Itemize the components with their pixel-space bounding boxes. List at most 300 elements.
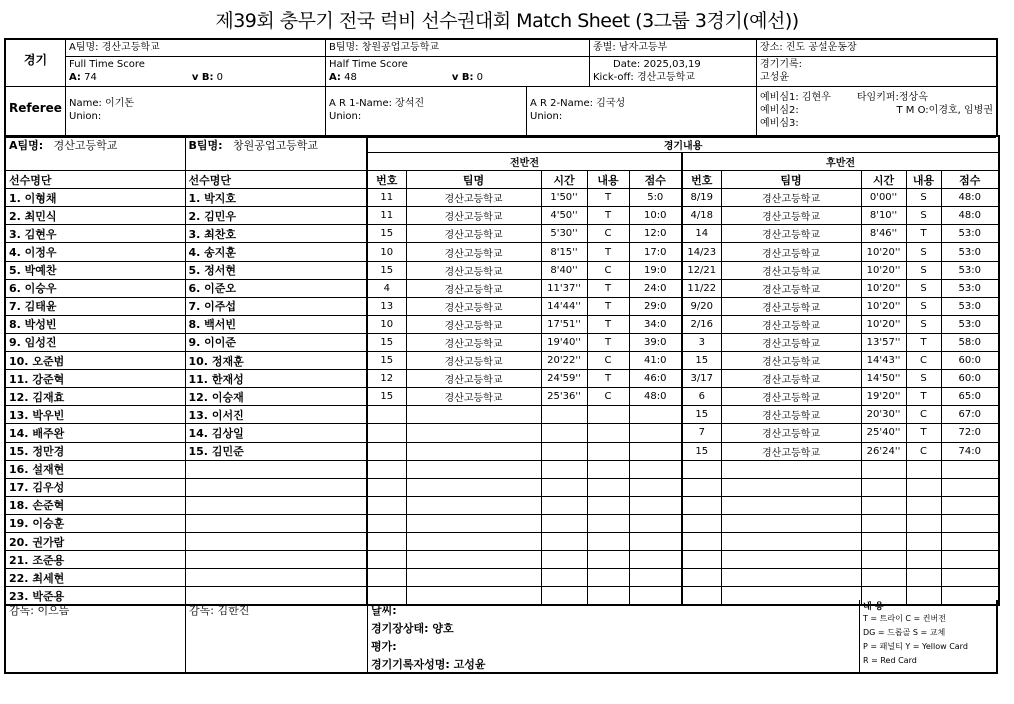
player-a: 12. 김재효 [5, 388, 185, 406]
event-time: 8'46'' [861, 225, 906, 243]
event-time [861, 478, 906, 496]
category: 종별: 남자고등부 [590, 40, 757, 57]
event-time [861, 569, 906, 587]
event-type: S [906, 370, 941, 388]
event-time: 25'40'' [861, 424, 906, 442]
event-team: 경산고등학교 [721, 279, 861, 297]
player-b: 11. 한재성 [185, 370, 367, 388]
timekeeper: 타임키퍼:정상옥 [856, 92, 928, 103]
event-time: 26'24'' [861, 442, 906, 460]
event-type: S [906, 261, 941, 279]
event-type: S [906, 243, 941, 261]
event-time [861, 514, 906, 532]
ar1-name: A R 1-Name: 장석진 [329, 98, 425, 109]
event-number [367, 551, 406, 569]
full-time-score [66, 57, 326, 87]
event-time: 19'20'' [861, 388, 906, 406]
player-a: 4. 이정우 [5, 243, 185, 261]
event-time: 14'43'' [861, 352, 906, 370]
player-b: 6. 이준오 [185, 279, 367, 297]
event-time: 10'20'' [861, 261, 906, 279]
table-row [5, 207, 999, 225]
player-b: 5. 정서현 [185, 261, 367, 279]
event-number: 12 [367, 370, 406, 388]
event-type [906, 569, 941, 587]
second-half-col-type: 내용 [906, 171, 941, 189]
player-a: 18. 손준혁 [5, 496, 185, 514]
event-type [587, 442, 629, 460]
first-half-col-team: 팀명 [406, 171, 541, 189]
event-number: 15 [682, 442, 721, 460]
event-number: 11 [367, 207, 406, 225]
event-type: C [587, 225, 629, 243]
event-number [367, 424, 406, 442]
event-team: 경산고등학교 [406, 388, 541, 406]
event-type: T [587, 279, 629, 297]
date-kickoff [590, 57, 757, 87]
event-time [541, 496, 587, 514]
event-score [629, 442, 682, 460]
event-team: 경산고등학교 [721, 388, 861, 406]
match-recorder [757, 57, 996, 87]
event-number: 12/21 [682, 261, 721, 279]
event-score [629, 424, 682, 442]
second-half-col-score: 점수 [941, 171, 999, 189]
event-team: 경산고등학교 [721, 297, 861, 315]
event-type: C [906, 442, 941, 460]
event-type: S [906, 297, 941, 315]
event-number: 15 [682, 406, 721, 424]
event-type [587, 514, 629, 532]
event-score: 58:0 [941, 333, 999, 351]
team-b-name: B팀명: 창원공업고등학교 [326, 40, 590, 57]
event-score: 53:0 [941, 315, 999, 333]
event-number: 3 [682, 333, 721, 351]
event-score: 48:0 [629, 388, 682, 406]
coach-b: 감독: 김한진 [186, 600, 368, 672]
table-row [5, 297, 999, 315]
first-half-col-time: 시간 [541, 171, 587, 189]
weather: 날씨: [371, 604, 397, 617]
team-b-label: B팀명: [188, 139, 223, 152]
event-time [541, 460, 587, 478]
event-team: 경산고등학교 [721, 352, 861, 370]
event-score [941, 496, 999, 514]
table-row [5, 514, 999, 532]
event-time: 11'37'' [541, 279, 587, 297]
event-number [682, 514, 721, 532]
event-type: C [587, 261, 629, 279]
full-time-label: Full Time Score [69, 59, 145, 70]
event-type: T [906, 388, 941, 406]
event-type: T [587, 243, 629, 261]
event-time: 0'00'' [861, 189, 906, 207]
team-a-title: 경산고등학교 [53, 139, 118, 152]
event-score: 53:0 [941, 261, 999, 279]
event-time: 14'50'' [861, 370, 906, 388]
event-team: 경산고등학교 [406, 297, 541, 315]
event-team [721, 478, 861, 496]
second-half-header: 후반전 [682, 153, 999, 171]
coach-a: 감독: 이으뜸 [6, 600, 186, 672]
event-score: 53:0 [941, 279, 999, 297]
event-score: 48:0 [941, 207, 999, 225]
reserve3: 예비심3: [760, 118, 799, 129]
table-row [5, 388, 999, 406]
recorder-name: 고성윤 [760, 72, 789, 83]
referee-name-text: Name: 이기돈 [69, 98, 135, 109]
event-type: T [906, 333, 941, 351]
event-score: 34:0 [629, 315, 682, 333]
event-team [721, 514, 861, 532]
player-b: 7. 이주섭 [185, 297, 367, 315]
player-a: 1. 이형채 [5, 189, 185, 207]
event-team: 경산고등학교 [721, 315, 861, 333]
event-time: 1'50'' [541, 189, 587, 207]
event-type: T [587, 370, 629, 388]
event-type [906, 532, 941, 550]
event-time [541, 532, 587, 550]
event-score: 60:0 [941, 370, 999, 388]
table-row [5, 225, 999, 243]
reserve2: 예비심2: [760, 105, 799, 116]
event-time [541, 551, 587, 569]
reserve-officials [757, 87, 996, 138]
player-b: 8. 백서빈 [185, 315, 367, 333]
ar1 [326, 87, 527, 138]
event-team: 경산고등학교 [406, 352, 541, 370]
event-number: 15 [367, 333, 406, 351]
event-team: 경산고등학교 [406, 333, 541, 351]
event-score [941, 478, 999, 496]
event-type [587, 478, 629, 496]
player-b: 3. 최찬호 [185, 225, 367, 243]
ft-a-label: A: [69, 72, 81, 83]
event-score [629, 551, 682, 569]
event-team: 경산고등학교 [406, 370, 541, 388]
table-row [5, 261, 999, 279]
event-number: 14/23 [682, 243, 721, 261]
event-number: 15 [367, 352, 406, 370]
match-date: Date: 2025,03,19 [613, 59, 701, 70]
reserve1: 예비심1: 김현우 [760, 92, 831, 103]
player-b: 15. 김민준 [185, 442, 367, 460]
first-half-col-score: 점수 [629, 171, 682, 189]
event-number [367, 406, 406, 424]
event-score [941, 551, 999, 569]
event-type: T [906, 424, 941, 442]
event-team: 경산고등학교 [406, 315, 541, 333]
event-team: 경산고등학교 [406, 189, 541, 207]
event-number: 11 [367, 189, 406, 207]
event-type [587, 460, 629, 478]
player-a: 14. 배주완 [5, 424, 185, 442]
ht-b-score: 0 [476, 72, 484, 83]
event-score [629, 478, 682, 496]
table-row [5, 370, 999, 388]
event-score: 53:0 [941, 297, 999, 315]
event-number: 14 [682, 225, 721, 243]
event-time: 10'20'' [861, 315, 906, 333]
event-number: 15 [367, 225, 406, 243]
event-number: 15 [367, 261, 406, 279]
table-row [5, 569, 999, 587]
table-row [5, 315, 999, 333]
event-type: S [906, 207, 941, 225]
event-time: 14'44'' [541, 297, 587, 315]
player-a: 6. 이승우 [5, 279, 185, 297]
event-score [629, 406, 682, 424]
ar2 [527, 87, 757, 138]
player-a: 15. 정만경 [5, 442, 185, 460]
event-type [587, 532, 629, 550]
event-time [861, 551, 906, 569]
event-team [406, 442, 541, 460]
player-b: 12. 이승재 [185, 388, 367, 406]
event-type: S [906, 189, 941, 207]
event-team [406, 496, 541, 514]
event-team: 경산고등학교 [721, 261, 861, 279]
event-score: 53:0 [941, 225, 999, 243]
table-row [5, 460, 999, 478]
legend-item: DG = 드롭골 S = 교체 [863, 628, 946, 637]
event-type: T [587, 207, 629, 225]
table-row [5, 551, 999, 569]
legend-item: P = 패널티 Y = Yellow Card [863, 642, 968, 651]
event-type [906, 551, 941, 569]
event-team [721, 569, 861, 587]
event-score [629, 532, 682, 550]
first-half-header: 전반전 [367, 153, 682, 171]
event-score: 53:0 [941, 243, 999, 261]
player-a: 7. 김태윤 [5, 297, 185, 315]
event-team: 경산고등학교 [721, 189, 861, 207]
player-b [185, 478, 367, 496]
ht-a-label: A: [329, 72, 341, 83]
event-team [406, 406, 541, 424]
event-time: 24'59'' [541, 370, 587, 388]
table-row [5, 333, 999, 351]
event-team: 경산고등학교 [721, 406, 861, 424]
event-number: 7 [682, 424, 721, 442]
event-type: C [906, 352, 941, 370]
event-score: 48:0 [941, 189, 999, 207]
table-row [5, 406, 999, 424]
event-number [367, 442, 406, 460]
player-b: 4. 송지훈 [185, 243, 367, 261]
event-score [941, 569, 999, 587]
legend-item: R = Red Card [863, 656, 917, 665]
player-a: 5. 박예찬 [5, 261, 185, 279]
player-a: 22. 최세현 [5, 569, 185, 587]
player-a: 20. 권가람 [5, 532, 185, 550]
event-number [682, 551, 721, 569]
player-b [185, 532, 367, 550]
table-row [5, 189, 999, 207]
event-type: T [587, 189, 629, 207]
player-b [185, 460, 367, 478]
match-notes [368, 600, 860, 672]
player-b [185, 551, 367, 569]
first-half-col-type: 내용 [587, 171, 629, 189]
player-a: 13. 박우빈 [5, 406, 185, 424]
event-number: 15 [367, 388, 406, 406]
event-number: 8/19 [682, 189, 721, 207]
event-score: 24:0 [629, 279, 682, 297]
event-number: 10 [367, 243, 406, 261]
event-team: 경산고등학교 [721, 333, 861, 351]
table-row [5, 532, 999, 550]
event-number: 13 [367, 297, 406, 315]
event-number: 2/16 [682, 315, 721, 333]
event-score: 60:0 [941, 352, 999, 370]
team-a-header [5, 136, 185, 171]
event-score: 72:0 [941, 424, 999, 442]
player-b: 13. 이서진 [185, 406, 367, 424]
legend-item: T = 트라이 C = 컨버전 [863, 614, 946, 623]
event-number [682, 569, 721, 587]
second-half-col-team: 팀명 [721, 171, 861, 189]
first-half-col-number: 번호 [367, 171, 406, 189]
evaluation: 평가: [371, 640, 397, 653]
team-a-name: A팀명: 경산고등학교 [66, 40, 326, 57]
event-number: 4 [367, 279, 406, 297]
team-b-header [185, 136, 367, 171]
event-time [861, 460, 906, 478]
player-b: 9. 이이준 [185, 333, 367, 351]
event-team [406, 460, 541, 478]
event-team: 경산고등학교 [721, 424, 861, 442]
event-number [682, 460, 721, 478]
event-time [861, 496, 906, 514]
event-score: 12:0 [629, 225, 682, 243]
event-team [406, 551, 541, 569]
player-a: 16. 설재현 [5, 460, 185, 478]
team-b-title: 창원공업고등학교 [233, 139, 319, 152]
event-time: 8'10'' [861, 207, 906, 225]
event-type [587, 551, 629, 569]
event-type [587, 569, 629, 587]
event-team [406, 569, 541, 587]
event-number: 4/18 [682, 207, 721, 225]
event-type: S [906, 279, 941, 297]
player-b [185, 514, 367, 532]
event-number [367, 569, 406, 587]
event-score: 41:0 [629, 352, 682, 370]
table-row [5, 424, 999, 442]
table-row [5, 442, 999, 460]
referee-union: Union: [69, 111, 102, 122]
event-time: 19'40'' [541, 333, 587, 351]
event-team [721, 496, 861, 514]
event-type: C [906, 406, 941, 424]
event-score [629, 569, 682, 587]
event-time [541, 442, 587, 460]
event-number [367, 478, 406, 496]
ht-b-label: v B: [451, 72, 474, 83]
event-number [682, 496, 721, 514]
event-number [682, 478, 721, 496]
event-type: T [587, 297, 629, 315]
event-time: 10'20'' [861, 279, 906, 297]
footer [4, 600, 998, 674]
event-type: C [587, 388, 629, 406]
table-row [5, 243, 999, 261]
event-score [941, 460, 999, 478]
half-time-label: Half Time Score [329, 59, 408, 70]
event-team: 경산고등학교 [721, 225, 861, 243]
player-a: 19. 이승훈 [5, 514, 185, 532]
event-number [682, 532, 721, 550]
event-time: 8'40'' [541, 261, 587, 279]
event-team [721, 532, 861, 550]
event-time: 13'57'' [861, 333, 906, 351]
player-a: 21. 조준용 [5, 551, 185, 569]
event-team: 경산고등학교 [721, 207, 861, 225]
event-team [721, 460, 861, 478]
event-time [861, 532, 906, 550]
event-time: 17'51'' [541, 315, 587, 333]
event-number: 11/22 [682, 279, 721, 297]
event-time [541, 569, 587, 587]
referee-name [66, 87, 326, 138]
tmo: T M O:이경호, 임병권 [896, 105, 993, 116]
event-type: T [587, 315, 629, 333]
player-b [185, 569, 367, 587]
event-team: 경산고등학교 [406, 243, 541, 261]
recorder-signature: 경기기록자성명: 고성윤 [371, 658, 486, 671]
ar2-union: Union: [530, 111, 563, 122]
page-title: 제39회 충무기 전국 럭비 선수권대회 Match Sheet (3그룹 3경기(예선)) [215, 10, 799, 32]
second-half-col-number: 번호 [682, 171, 721, 189]
event-score: 10:0 [629, 207, 682, 225]
table-row [5, 352, 999, 370]
event-time: 5'30'' [541, 225, 587, 243]
ht-a-score: 48 [344, 72, 357, 83]
event-score: 46:0 [629, 370, 682, 388]
player-b: 2. 김민우 [185, 207, 367, 225]
kickoff: Kick-off: 경산고등학교 [593, 72, 695, 83]
event-type [906, 514, 941, 532]
event-type: S [906, 315, 941, 333]
ground-condition: 경기장상태: 양호 [371, 622, 454, 635]
event-number: 3/17 [682, 370, 721, 388]
event-score: 5:0 [629, 189, 682, 207]
player-a: 2. 최민식 [5, 207, 185, 225]
player-b: 1. 박지호 [185, 189, 367, 207]
event-score: 19:0 [629, 261, 682, 279]
event-type: T [906, 225, 941, 243]
event-score: 74:0 [941, 442, 999, 460]
table-row [5, 279, 999, 297]
event-type [906, 478, 941, 496]
event-team: 경산고등학교 [406, 261, 541, 279]
half-time-score [326, 57, 590, 87]
event-score: 17:0 [629, 243, 682, 261]
match-label: 경기 [6, 40, 66, 87]
event-time: 8'15'' [541, 243, 587, 261]
event-time: 25'36'' [541, 388, 587, 406]
event-team [721, 551, 861, 569]
player-a: 10. 오준범 [5, 352, 185, 370]
event-time [541, 478, 587, 496]
event-type [587, 406, 629, 424]
legend [860, 600, 996, 672]
event-score: 39:0 [629, 333, 682, 351]
player-a: 11. 강준혁 [5, 370, 185, 388]
event-score: 29:0 [629, 297, 682, 315]
event-type [587, 496, 629, 514]
